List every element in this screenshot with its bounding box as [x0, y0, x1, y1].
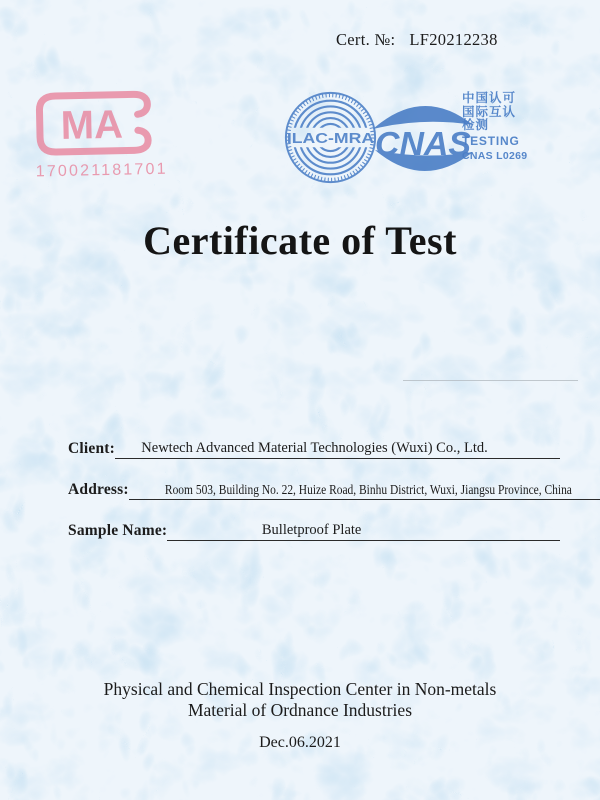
ilac-mra-wordmark: ILAC-MRA	[286, 129, 375, 147]
cnas-text-line-1: 中国认可	[462, 91, 517, 105]
issuer-name-line-1: Physical and Chemical Inspection Center in Non-metals	[103, 679, 497, 699]
cma-stamp	[33, 89, 175, 182]
issuer-name-line-2: Material of Ordnance Industries	[187, 700, 412, 720]
page-title: Certificate of Test	[143, 218, 457, 263]
sample-name-field-row	[68, 517, 560, 541]
client-field-row	[68, 435, 560, 459]
cnas-wordmark: CNAS	[375, 125, 471, 162]
cma-logo	[33, 89, 156, 158]
ilac-mra-logo	[282, 89, 379, 186]
cma-letters: MA	[60, 102, 124, 148]
sample-name-field-underline	[167, 517, 560, 541]
cnas-text-testing: TESTING	[462, 133, 520, 148]
sample-name-field-label: Sample Name:	[68, 522, 168, 539]
cnas-text-line-2: 国际互认	[462, 104, 517, 119]
cert-number-value: LF20212238	[409, 30, 498, 49]
cnas-accreditation-text	[462, 92, 527, 164]
certificate-fields	[68, 435, 572, 558]
client-field-value: Newtech Advanced Material Technologies (Wuxi) Co., Ltd.	[141, 440, 488, 456]
sample-name-field-value: Bulletproof Plate	[261, 522, 362, 538]
footer	[0, 679, 600, 752]
cert-number-label: Cert. №:	[336, 30, 396, 49]
issue-date: Dec.06.2021	[259, 734, 341, 751]
faint-scratch-line	[403, 380, 578, 381]
cert-number-line	[336, 30, 498, 50]
cnas-text-lab-number: CNAS L0269	[462, 150, 528, 162]
client-field-underline	[115, 435, 560, 459]
client-field-label: Client:	[68, 440, 116, 457]
cnas-text-line-3: 检测	[462, 118, 490, 132]
cma-license-number: 170021181701	[35, 160, 168, 181]
address-field-label: Address:	[68, 481, 129, 498]
address-field-value: Room 503, Building No. 22, Huize Road, Binhu District, Wuxi, Jiangsu Province, China	[164, 482, 572, 497]
address-field-underline	[129, 476, 600, 500]
address-field-row	[68, 476, 572, 500]
cnas-logo	[369, 99, 477, 177]
